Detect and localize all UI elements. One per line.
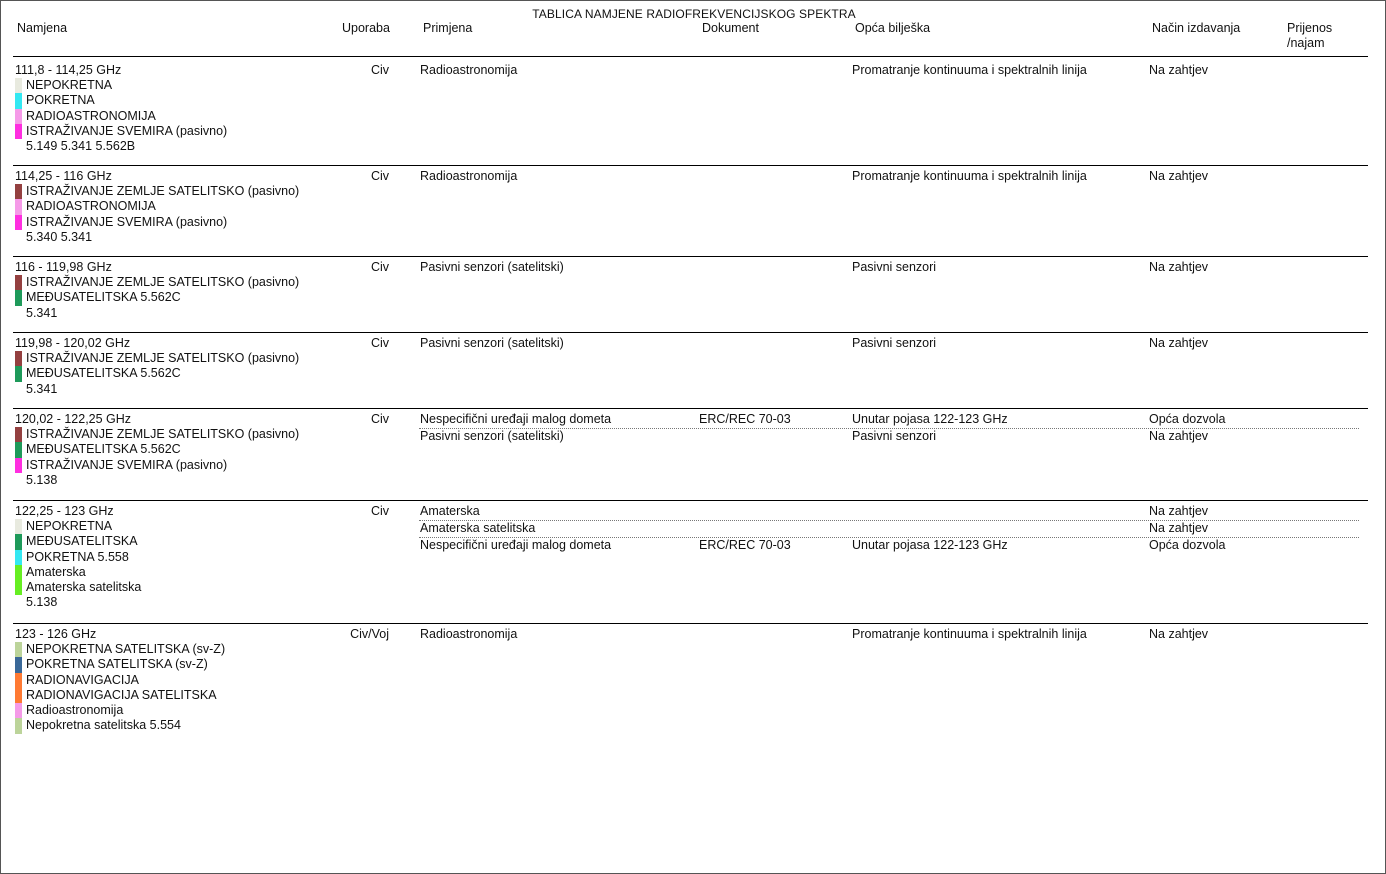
service-color-swatch [15,290,22,305]
footnote-refs: 5.138 [26,595,58,610]
service-label: POKRETNA 5.558 [26,549,129,564]
service-item [15,427,300,442]
service-list [15,275,300,321]
application-row [419,504,1359,521]
header-primjena: Primjena [423,21,473,35]
application-row [419,260,1359,277]
application-dokument: ERC/REC 70-03 [699,538,791,552]
service-label: NEPOKRETNA [26,78,113,92]
header-dokument: Dokument [702,21,759,35]
header-uporaba: Uporaba [342,21,390,35]
band-uporaba: Civ [370,412,389,426]
service-item [15,78,135,93]
band-uporaba: Civ [370,169,389,183]
service-label: ISTRAŽIVANJE ZEMLJE SATELITSKO (pasivno) [26,427,300,441]
application-primjena: Radioastronomija [420,627,518,641]
service-color-swatch [15,642,22,657]
band-frequency: 111,8 - 114,25 GHz [15,63,122,77]
application-row [419,627,1359,644]
application-primjena: Pasivni senzori (satelitski) [420,429,564,443]
application-biljeska: Unutar pojasa 122-123 GHz [852,538,1008,552]
footnote-refs: 5.341 [26,305,58,320]
service-list [15,78,228,154]
service-label: NEPOKRETNA [26,519,113,533]
service-label: Radioastronomija [26,703,124,718]
service-label: ISTRAŽIVANJE SVEMIRA (pasivno) [26,457,228,472]
service-list [15,351,300,397]
service-color-swatch [15,124,22,139]
application-row [419,412,1359,429]
service-color-swatch [15,109,22,124]
service-color-swatch [15,458,22,473]
service-item [15,580,142,595]
service-color-swatch [15,673,22,688]
service-color-swatch [15,78,22,93]
band-uporaba: Civ/Voj [350,627,389,641]
service-label: ISTRAŽIVANJE ZEMLJE SATELITSKO (pasivno) [26,275,300,289]
service-label: Amaterska satelitska [26,580,142,595]
service-color-swatch [15,366,22,381]
application-primjena: Pasivni senzori (satelitski) [420,336,564,350]
service-label: POKRETNA [26,93,95,108]
application-biljeska: Promatranje kontinuuma i spektralnih linija [852,63,1087,77]
application-biljeska: Pasivni senzori [852,336,937,350]
band-uporaba: Civ [370,336,389,350]
service-list [15,427,300,488]
service-color-swatch [15,718,22,733]
application-primjena: Nespecifični uređaji malog dometa [420,538,612,552]
application-primjena: Nespecifični uređaji malog dometa [420,412,612,426]
service-item [15,290,181,305]
service-color-swatch [15,275,22,290]
table-title: TABLICA NAMJENE RADIOFREKVENCIJSKOG SPEKTRA [532,7,856,21]
header-prijenos-line1: Prijenos [1287,21,1333,35]
service-color-swatch [15,519,22,534]
service-color-swatch [15,703,22,718]
band-uporaba: Civ [370,63,389,77]
application-primjena: Radioastronomija [420,63,518,77]
service-color-swatch [15,688,22,703]
application-nacin: Na zahtjev [1149,260,1209,274]
service-label: RADIONAVIGACIJA SATELITSKA [26,687,217,702]
service-item [15,534,138,549]
service-label: RADIOASTRONOMIJA [26,108,156,123]
service-label: RADIOASTRONOMIJA [26,199,156,214]
band-divider [13,256,1368,257]
header-nacin: Način izdavanja [1152,21,1241,35]
band-divider [13,500,1368,501]
service-color-swatch [15,565,22,580]
service-color-swatch [15,442,22,457]
application-primjena: Amaterska [420,504,480,518]
service-label: MEĐUSATELITSKA 5.562C [26,290,181,305]
application-nacin: Opća dozvola [1149,412,1226,426]
band-divider [13,623,1368,624]
application-nacin: Na zahtjev [1149,63,1209,77]
footnote-refs: 5.341 [26,381,58,396]
service-color-swatch [15,93,22,108]
service-label: MEĐUSATELITSKA 5.562C [26,442,181,457]
service-label: POKRETNA SATELITSKA (sv-Z) [26,657,208,672]
service-label: NEPOKRETNA SATELITSKA (sv-Z) [26,642,226,656]
application-primjena: Pasivni senzori (satelitski) [420,260,564,274]
band-frequency: 116 - 119,98 GHz [15,260,112,274]
service-label: MEĐUSATELITSKA [26,534,138,549]
band-uporaba: Civ [370,260,389,274]
application-biljeska: Pasivni senzori [852,429,937,443]
application-primjena: Amaterska satelitska [420,521,536,535]
application-row [419,169,1359,186]
service-color-swatch [15,427,22,442]
header-prijenos [1287,21,1332,51]
service-item [15,519,113,534]
service-color-swatch [15,199,22,214]
service-label: ISTRAŽIVANJE SVEMIRA (pasivno) [26,214,228,229]
service-list [15,184,300,245]
service-color-swatch [15,184,22,199]
application-primjena: Radioastronomija [420,169,518,183]
footnote-refs: 5.138 [26,472,58,487]
service-label: RADIONAVIGACIJA [26,672,139,687]
application-biljeska: Pasivni senzori [852,260,937,274]
band-frequency: 114,25 - 116 GHz [15,169,112,183]
application-nacin: Na zahtjev [1149,504,1209,518]
header-prijenos-line2: /najam [1287,36,1325,50]
service-label: MEĐUSATELITSKA 5.562C [26,366,181,381]
application-dokument: ERC/REC 70-03 [699,412,791,426]
service-label: Amaterska [26,564,86,579]
footnote-refs: 5.340 5.341 [26,229,93,244]
application-biljeska: Promatranje kontinuuma i spektralnih linija [852,169,1087,183]
application-nacin: Opća dozvola [1149,538,1226,552]
application-nacin: Na zahtjev [1149,627,1209,641]
band-frequency: 120,02 - 122,25 GHz [15,412,132,426]
service-item [15,123,228,139]
service-item [15,351,300,366]
band-frequency: 123 - 126 GHz [15,627,97,641]
service-label: ISTRAŽIVANJE SVEMIRA (pasivno) [26,123,228,138]
service-item [15,457,228,473]
application-biljeska: Unutar pojasa 122-123 GHz [852,412,1008,426]
service-color-swatch [15,657,22,672]
band-frequency: 119,98 - 120,02 GHz [15,336,131,350]
service-item [15,366,181,381]
service-item [15,564,86,580]
service-item [15,275,300,290]
service-item [15,442,181,457]
application-nacin: Na zahtjev [1149,336,1209,350]
band-frequency: 122,25 - 123 GHz [15,504,114,518]
service-color-swatch [15,215,22,230]
header-divider [13,56,1368,57]
application-row [419,336,1359,353]
band-divider [13,408,1368,409]
service-item [15,199,156,214]
application-nacin: Na zahtjev [1149,429,1209,443]
band-divider [13,165,1368,166]
service-color-swatch [15,550,22,565]
band-divider [13,332,1368,333]
application-nacin: Na zahtjev [1149,521,1209,535]
application-biljeska: Promatranje kontinuuma i spektralnih linija [852,627,1087,641]
service-label: Nepokretna satelitska 5.554 [26,718,181,733]
band-uporaba: Civ [370,504,389,518]
service-item [15,93,135,108]
application-row [419,63,1359,80]
service-list [15,519,142,611]
service-label: ISTRAŽIVANJE ZEMLJE SATELITSKO (pasivno) [26,184,300,198]
service-item [15,108,156,124]
service-color-swatch [15,534,22,549]
application-row [419,537,1359,555]
header-namjena: Namjena [17,21,68,35]
service-color-swatch [15,580,22,595]
application-row [419,520,1359,538]
service-item [15,549,129,565]
application-row [419,428,1359,446]
footnote-refs: 5.149 5.341 5.562B [26,139,136,154]
service-item [15,214,228,230]
application-nacin: Na zahtjev [1149,169,1209,183]
service-item [15,184,300,199]
service-color-swatch [15,351,22,366]
header-biljeska: Opća bilješka [855,21,931,35]
service-label: ISTRAŽIVANJE ZEMLJE SATELITSKO (pasivno) [26,351,300,365]
